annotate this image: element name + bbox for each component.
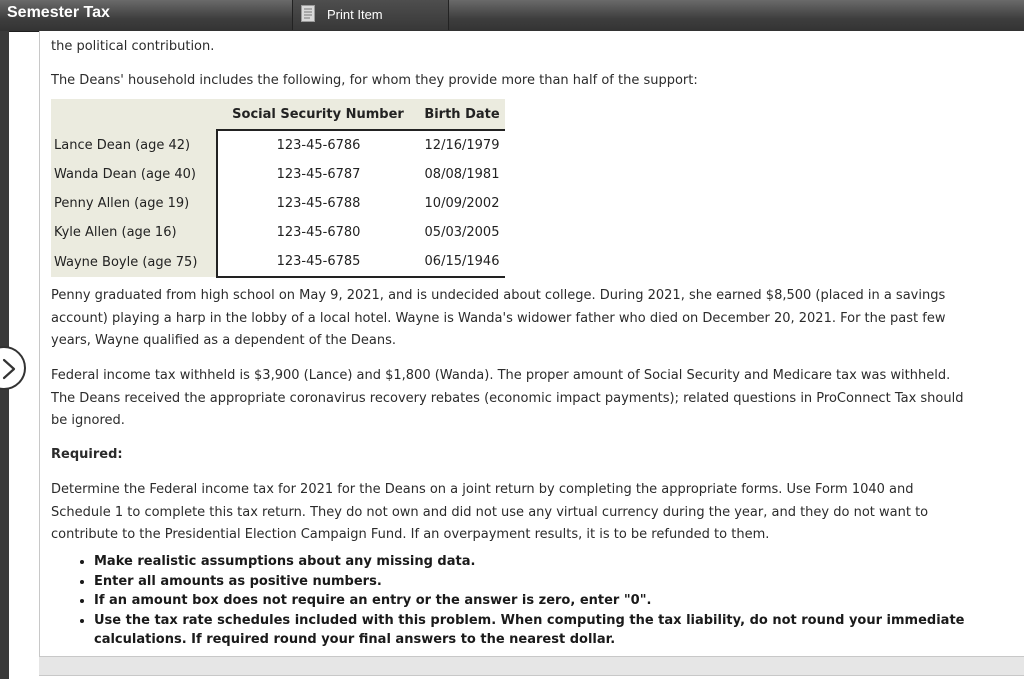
bottom-scroll-bar[interactable] xyxy=(39,656,1024,676)
ssn-value: 123-45-6788 xyxy=(217,189,419,218)
ssn-value: 123-45-6780 xyxy=(217,218,419,247)
list-item: • Enter all amounts as positive numbers. xyxy=(94,572,974,592)
instruction-list xyxy=(51,552,974,650)
table-row xyxy=(51,189,505,218)
household-table xyxy=(51,99,505,278)
intro-fragment: the political contribution. xyxy=(51,39,215,54)
birth-date-value: 12/16/1979 xyxy=(419,130,505,160)
person-name: Kyle Allen (age 16) xyxy=(51,218,217,247)
print-item-label: Print Item xyxy=(327,7,383,22)
table-row xyxy=(51,130,505,160)
ssn-value: 123-45-6785 xyxy=(217,247,419,277)
required-paragraph xyxy=(51,479,928,547)
person-name: Lance Dean (age 42) xyxy=(51,130,217,160)
print-item-button[interactable] xyxy=(292,0,449,30)
required-heading: Required: xyxy=(51,447,123,462)
table-row xyxy=(51,160,505,189)
paragraph-line: Determine the Federal income tax for 2021 for the Deans on a joint return by completing the appropriate forms. Use Form 1040 and xyxy=(51,482,914,497)
column-header-ssn: Social Security Number xyxy=(217,99,419,130)
household-intro: The Deans' household includes the following, for whom they provide more than half of the support: xyxy=(51,73,698,88)
person-name: Penny Allen (age 19) xyxy=(51,189,217,218)
penny-paragraph xyxy=(51,285,945,353)
paragraph-line: Federal income tax withheld is $3,900 (Lance) and $1,800 (Wanda). The proper amount of Social Security and Medicare tax was withheld. xyxy=(51,368,951,383)
app-title: Semester Tax xyxy=(7,4,110,21)
chevron-right-icon xyxy=(2,358,16,380)
list-item: • Use the tax rate schedules included with this problem. When computing the tax liability, do not round your immediate calculations. If required round your final answers to the nearest dollar. xyxy=(94,611,974,650)
document-icon xyxy=(301,5,315,22)
ssn-value: 123-45-6786 xyxy=(217,130,419,160)
withholding-paragraph xyxy=(51,365,963,433)
birth-date-value: 08/08/1981 xyxy=(419,160,505,189)
column-header-birth-date: Birth Date xyxy=(419,99,505,130)
paragraph-line: account) playing a harp in the lobby of a local hotel. Wayne is Wanda's widower father who died on December 20, 2021. For the past few xyxy=(51,310,946,326)
ssn-value: 123-45-6787 xyxy=(217,160,419,189)
person-name: Wayne Boyle (age 75) xyxy=(51,247,217,277)
table-header-row xyxy=(51,99,505,130)
paragraph-line: The Deans received the appropriate coronavirus recovery rebates (economic impact payments); related questions in ProConnect Tax should xyxy=(51,390,964,406)
paragraph-line: contribute to the Presidential Election Campaign Fund. If an overpayment results, it is to be refunded to them. xyxy=(51,527,770,542)
table-header-blank xyxy=(51,99,217,130)
paragraph-line: years, Wayne qualified as a dependent of the Deans. xyxy=(51,333,397,348)
paragraph-line: Penny graduated from high school on May 9, 2021, and is undecided about college. During 2021, she earned $8,500 (placed in a savings xyxy=(51,288,946,303)
birth-date-value: 10/09/2002 xyxy=(419,189,505,218)
person-name: Wanda Dean (age 40) xyxy=(51,160,217,189)
top-bar xyxy=(0,0,1024,32)
table-row xyxy=(51,218,505,247)
paragraph-line: be ignored. xyxy=(51,413,125,428)
birth-date-value: 05/03/2005 xyxy=(419,218,505,247)
paragraph-line: Schedule 1 to complete this tax return. They do not own and did not use any virtual currency during the year, and they do not want to xyxy=(51,504,929,520)
list-item: • If an amount box does not require an entry or the answer is zero, enter "0". xyxy=(94,591,974,611)
table-row xyxy=(51,247,505,277)
expand-panel-button[interactable] xyxy=(0,346,26,390)
birth-date-value: 06/15/1946 xyxy=(419,247,505,277)
list-item: • Make realistic assumptions about any missing data. xyxy=(94,552,974,572)
